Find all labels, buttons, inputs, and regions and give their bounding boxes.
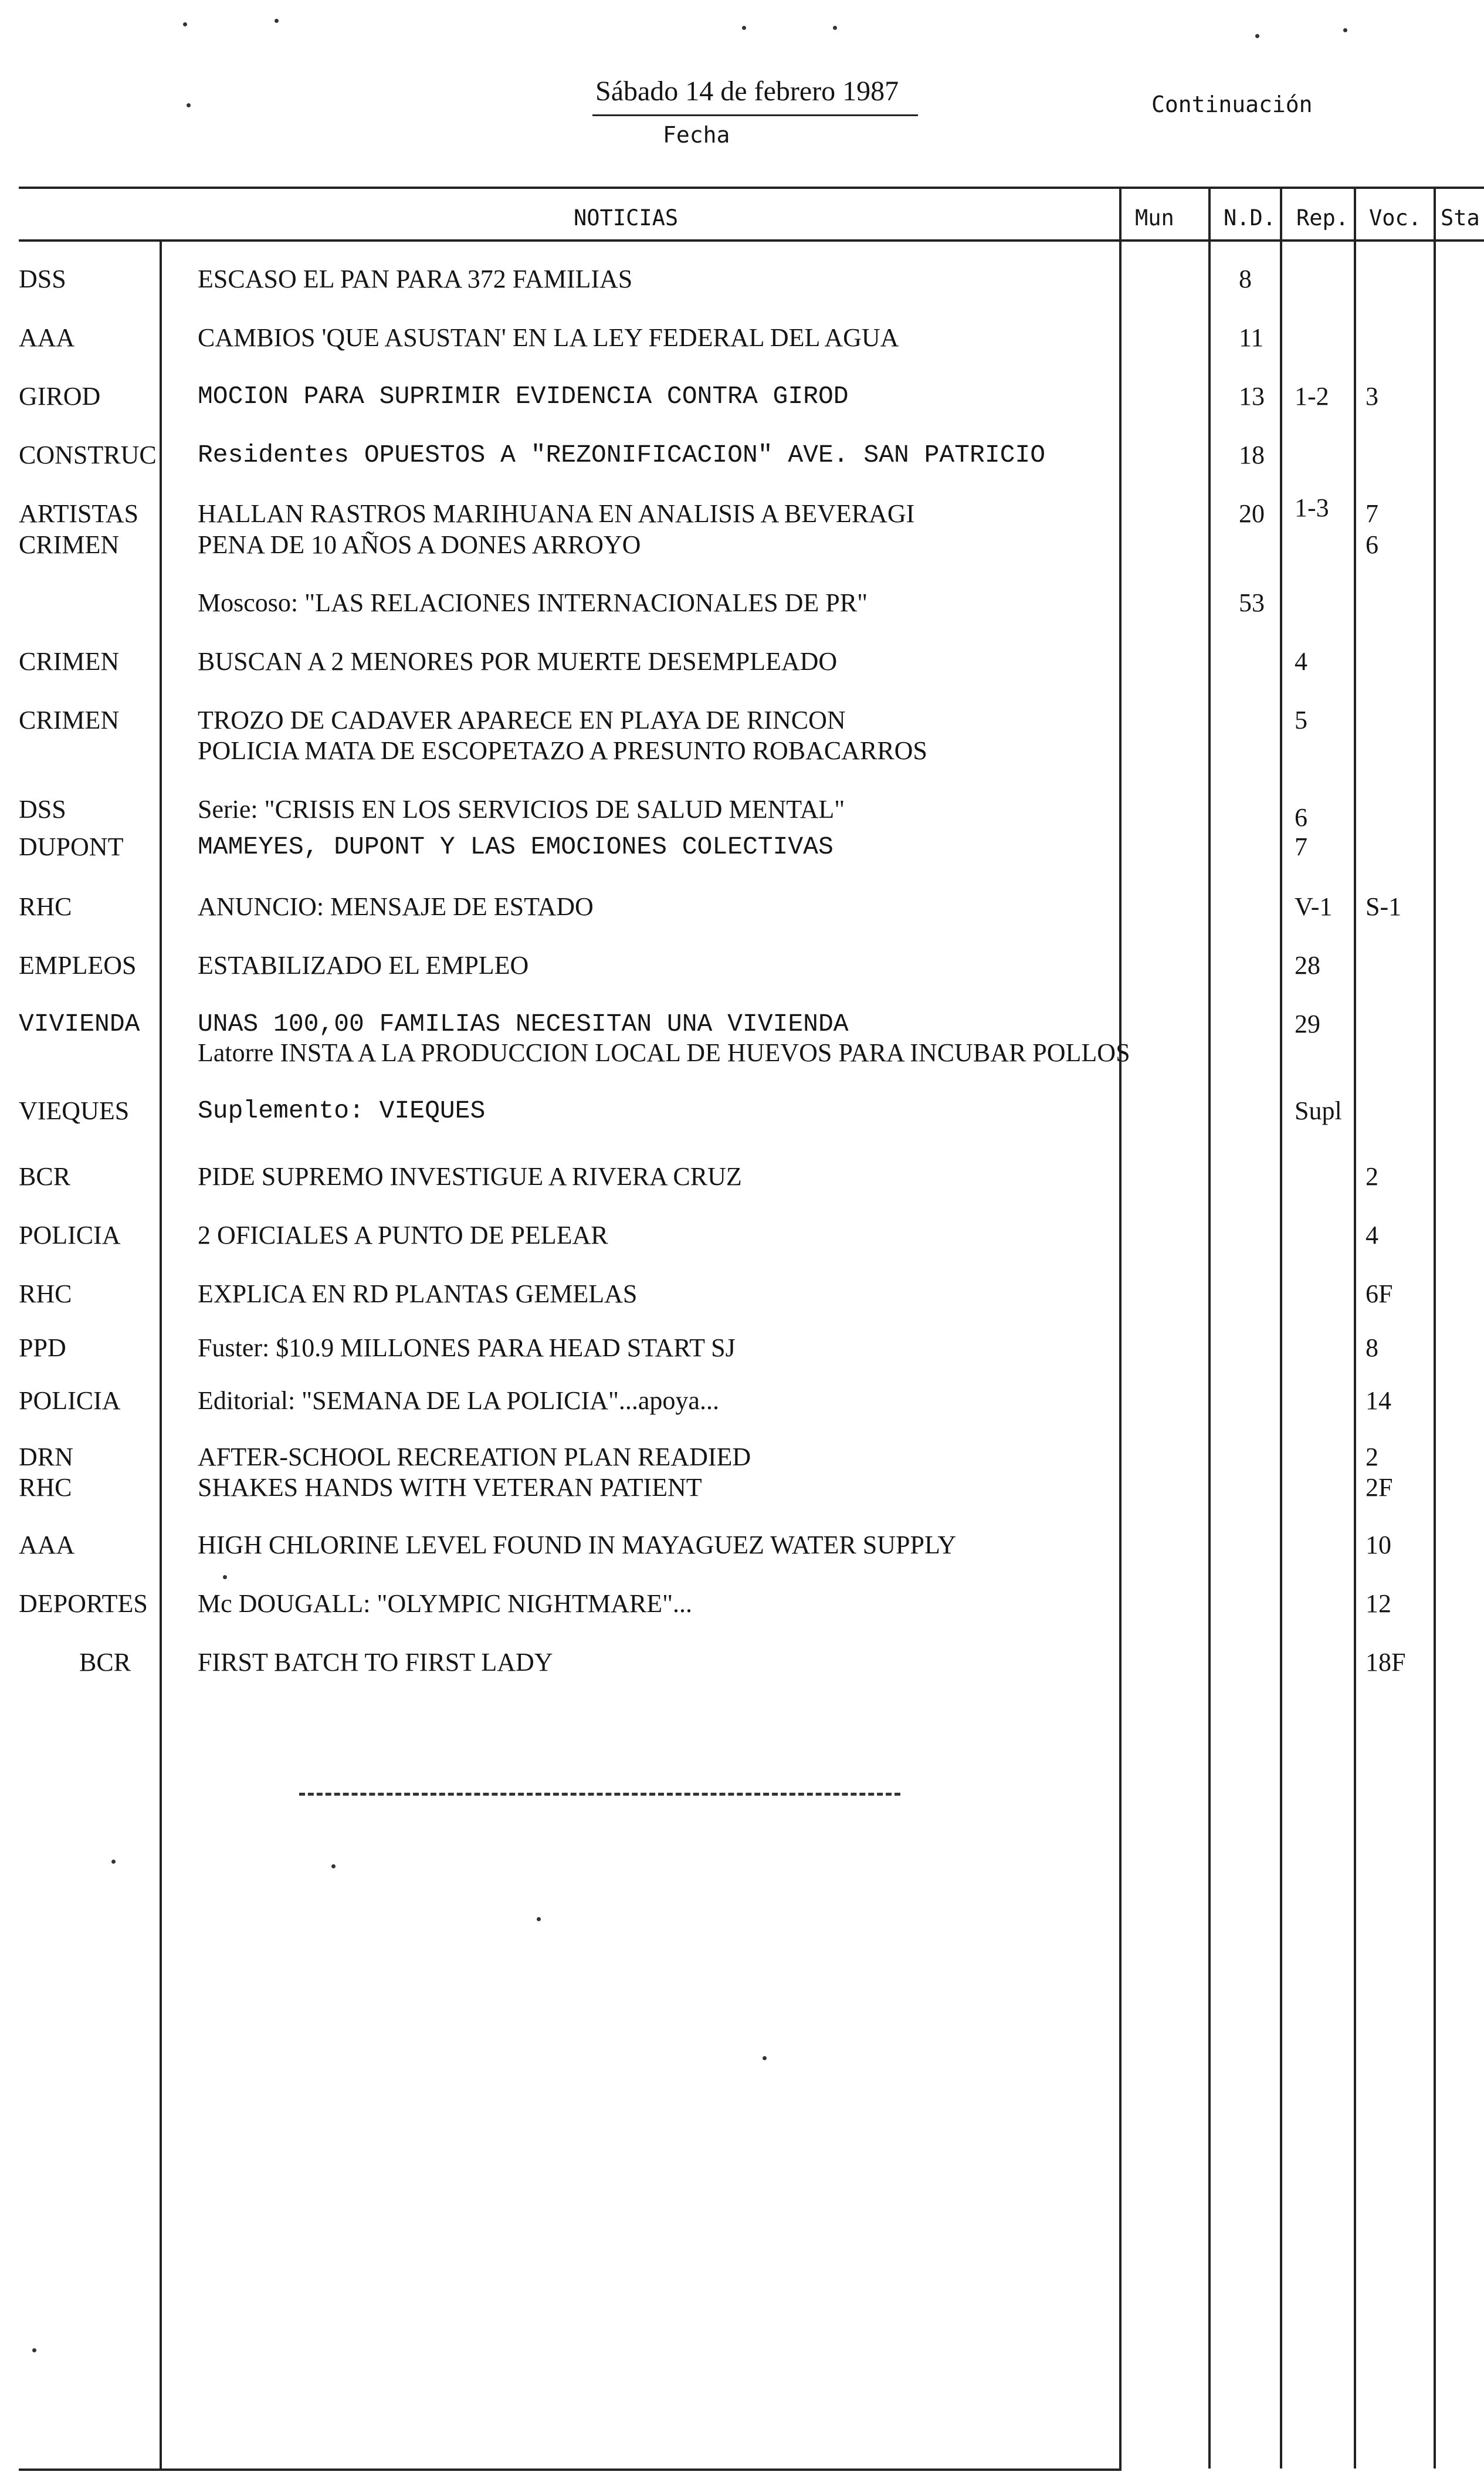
- row-headline: Fuster: $10.9 MILLONES PARA HEAD START SJ: [198, 1333, 736, 1362]
- row-tag: ARTISTAS: [19, 499, 139, 528]
- row-headline: SHAKES HANDS WITH VETERAN PATIENT: [198, 1473, 702, 1502]
- row-headline: Editorial: "SEMANA DE LA POLICIA"...apoya...: [198, 1386, 719, 1415]
- row-voc: 6F: [1366, 1279, 1393, 1308]
- row-voc: 3: [1366, 382, 1378, 411]
- row-tag: DSS: [19, 265, 66, 293]
- row-tag: DSS: [19, 795, 66, 824]
- scan-speck: [763, 2056, 767, 2060]
- row-headline: PIDE SUPREMO INVESTIGUE A RIVERA CRUZ: [198, 1162, 742, 1191]
- row-tag: BCR: [19, 1162, 71, 1191]
- row-nd: 8: [1239, 265, 1252, 293]
- row-headline: Residentes OPUESTOS A "REZONIFICACION" AVE. SAN PATRICIO: [198, 441, 1046, 469]
- scan-speck: [537, 1917, 541, 1921]
- scan-speck: [187, 103, 191, 107]
- row-headline: HALLAN RASTROS MARIHUANA EN ANALISIS A BEVERAGI: [198, 499, 915, 528]
- continuation-label: Continuación: [1151, 92, 1313, 117]
- scan-speck: [1343, 28, 1347, 32]
- row-voc: S-1: [1366, 892, 1402, 921]
- row-tag: POLICIA: [19, 1386, 121, 1415]
- row-headline: PENA DE 10 AÑOS A DONES ARROYO: [198, 530, 641, 559]
- row-headline: ESTABILIZADO EL EMPLEO: [198, 951, 529, 980]
- row-voc: 8: [1366, 1333, 1378, 1362]
- column-header-rep: Rep.: [1296, 205, 1349, 231]
- row-tag: EMPLEOS: [19, 951, 137, 980]
- row-rep: 7: [1295, 832, 1307, 861]
- row-tag: BCR: [79, 1648, 131, 1677]
- row-tag: RHC: [19, 892, 72, 921]
- row-tag: POLICIA: [19, 1221, 121, 1250]
- row-voc: 12: [1366, 1589, 1391, 1618]
- row-tag: DUPONT: [19, 832, 124, 861]
- row-voc: 14: [1366, 1386, 1391, 1415]
- row-tag: CRIMEN: [19, 647, 120, 676]
- row-voc: 2F: [1366, 1473, 1393, 1502]
- date-underline: [592, 114, 918, 116]
- row-headline: 2 OFICIALES A PUNTO DE PELEAR: [198, 1221, 608, 1250]
- row-tag: AAA: [19, 1530, 75, 1559]
- row-tag: DEPORTES: [19, 1589, 148, 1618]
- row-headline: AFTER-SCHOOL RECREATION PLAN READIED: [198, 1443, 751, 1471]
- column-header-sta: Sta: [1441, 205, 1480, 231]
- row-tag: GIROD: [19, 382, 101, 411]
- dashed-end-rule: [299, 1793, 900, 1796]
- table-bottom-rule: [19, 2469, 1122, 2471]
- column-header-mun: Mun: [1135, 205, 1174, 231]
- row-rep: 4: [1295, 647, 1307, 676]
- row-headline: POLICIA MATA DE ESCOPETAZO A PRESUNTO ROBACARROS: [198, 736, 927, 765]
- scan-speck: [833, 26, 837, 30]
- column-divider-rep: [1280, 187, 1282, 2469]
- column-header-voc: Voc.: [1369, 205, 1422, 231]
- row-voc: 18F: [1366, 1648, 1406, 1677]
- row-tag: RHC: [19, 1279, 72, 1308]
- row-tag: PPD: [19, 1333, 66, 1362]
- row-nd: 18: [1239, 441, 1265, 469]
- row-tag: DRN: [19, 1443, 73, 1471]
- row-tag: VIEQUES: [19, 1096, 130, 1125]
- row-rep: 28: [1295, 951, 1320, 980]
- row-nd: 11: [1239, 323, 1264, 352]
- row-headline: HIGH CHLORINE LEVEL FOUND IN MAYAGUEZ WATER SUPPLY: [198, 1530, 957, 1559]
- table-top-rule: [19, 187, 1484, 189]
- column-divider-tag: [160, 239, 162, 2469]
- row-headline: FIRST BATCH TO FIRST LADY: [198, 1648, 553, 1677]
- scan-speck: [111, 1860, 116, 1864]
- row-headline: Latorre INSTA A LA PRODUCCION LOCAL DE HUEVOS PARA INCUBAR POLLOS: [198, 1038, 1130, 1067]
- row-headline: MOCION PARA SUPRIMIR EVIDENCIA CONTRA GIROD: [198, 382, 849, 411]
- row-headline: ANUNCIO: MENSAJE DE ESTADO: [198, 892, 594, 921]
- column-header-news: NOTICIAS: [574, 205, 679, 231]
- table-header-rule: [19, 239, 1484, 242]
- column-divider-nd: [1208, 187, 1211, 2469]
- scan-speck: [331, 1864, 336, 1868]
- row-rep: 1-2: [1295, 382, 1329, 411]
- row-tag: AAA: [19, 323, 75, 352]
- row-headline: Moscoso: "LAS RELACIONES INTERNACIONALES DE PR": [198, 588, 868, 617]
- row-nd: 20: [1239, 499, 1265, 528]
- row-headline: TROZO DE CADAVER APARECE EN PLAYA DE RINCON: [198, 706, 846, 734]
- scan-speck: [1255, 34, 1259, 38]
- row-tag: CRIMEN: [19, 530, 120, 559]
- column-divider-mun: [1119, 187, 1122, 2469]
- row-headline: UNAS 100,00 FAMILIAS NECESITAN UNA VIVIENDA: [198, 1010, 849, 1038]
- row-voc: 10: [1366, 1530, 1391, 1559]
- column-divider-voc: [1354, 187, 1356, 2469]
- row-rep: Supl: [1295, 1096, 1342, 1125]
- row-tag: CRIMEN: [19, 706, 120, 734]
- date-label: Fecha: [663, 122, 730, 148]
- row-tag: RHC: [19, 1473, 72, 1502]
- scan-speck: [742, 26, 746, 30]
- row-voc: 2: [1366, 1162, 1378, 1191]
- row-headline: EXPLICA EN RD PLANTAS GEMELAS: [198, 1279, 638, 1308]
- row-voc: 4: [1366, 1221, 1378, 1250]
- scan-speck: [183, 22, 187, 26]
- scan-speck: [275, 19, 279, 23]
- row-headline: ESCASO EL PAN PARA 372 FAMILIAS: [198, 265, 633, 293]
- row-voc: 7: [1366, 499, 1378, 528]
- row-headline: BUSCAN A 2 MENORES POR MUERTE DESEMPLEADO: [198, 647, 838, 676]
- row-tag: CONSTRUC: [19, 441, 157, 469]
- row-voc: 6: [1366, 530, 1378, 559]
- row-rep: 6: [1295, 803, 1307, 832]
- scan-speck: [32, 2348, 36, 2352]
- row-rep: 29: [1295, 1010, 1320, 1038]
- row-headline: CAMBIOS 'QUE ASUSTAN' EN LA LEY FEDERAL DEL AGUA: [198, 323, 899, 352]
- document-date: Sábado 14 de febrero 1987: [595, 76, 899, 107]
- row-rep: V-1: [1295, 892, 1333, 921]
- column-divider-sta: [1434, 187, 1436, 2469]
- scan-speck: [223, 1575, 227, 1579]
- row-nd: 53: [1239, 588, 1265, 617]
- column-header-nd: N.D.: [1224, 205, 1276, 231]
- row-rep: 5: [1295, 706, 1307, 734]
- row-rep: 1-3: [1295, 493, 1329, 522]
- row-headline: Serie: "CRISIS EN LOS SERVICIOS DE SALUD MENTAL": [198, 795, 845, 824]
- row-nd: 13: [1239, 382, 1265, 411]
- row-headline: Mc DOUGALL: "OLYMPIC NIGHTMARE"...: [198, 1589, 693, 1618]
- row-headline: Suplemento: VIEQUES: [198, 1096, 486, 1125]
- row-voc: 2: [1366, 1443, 1378, 1471]
- row-tag: VIVIENDA: [19, 1010, 140, 1038]
- row-headline: MAMEYES, DUPONT Y LAS EMOCIONES COLECTIVAS: [198, 832, 834, 861]
